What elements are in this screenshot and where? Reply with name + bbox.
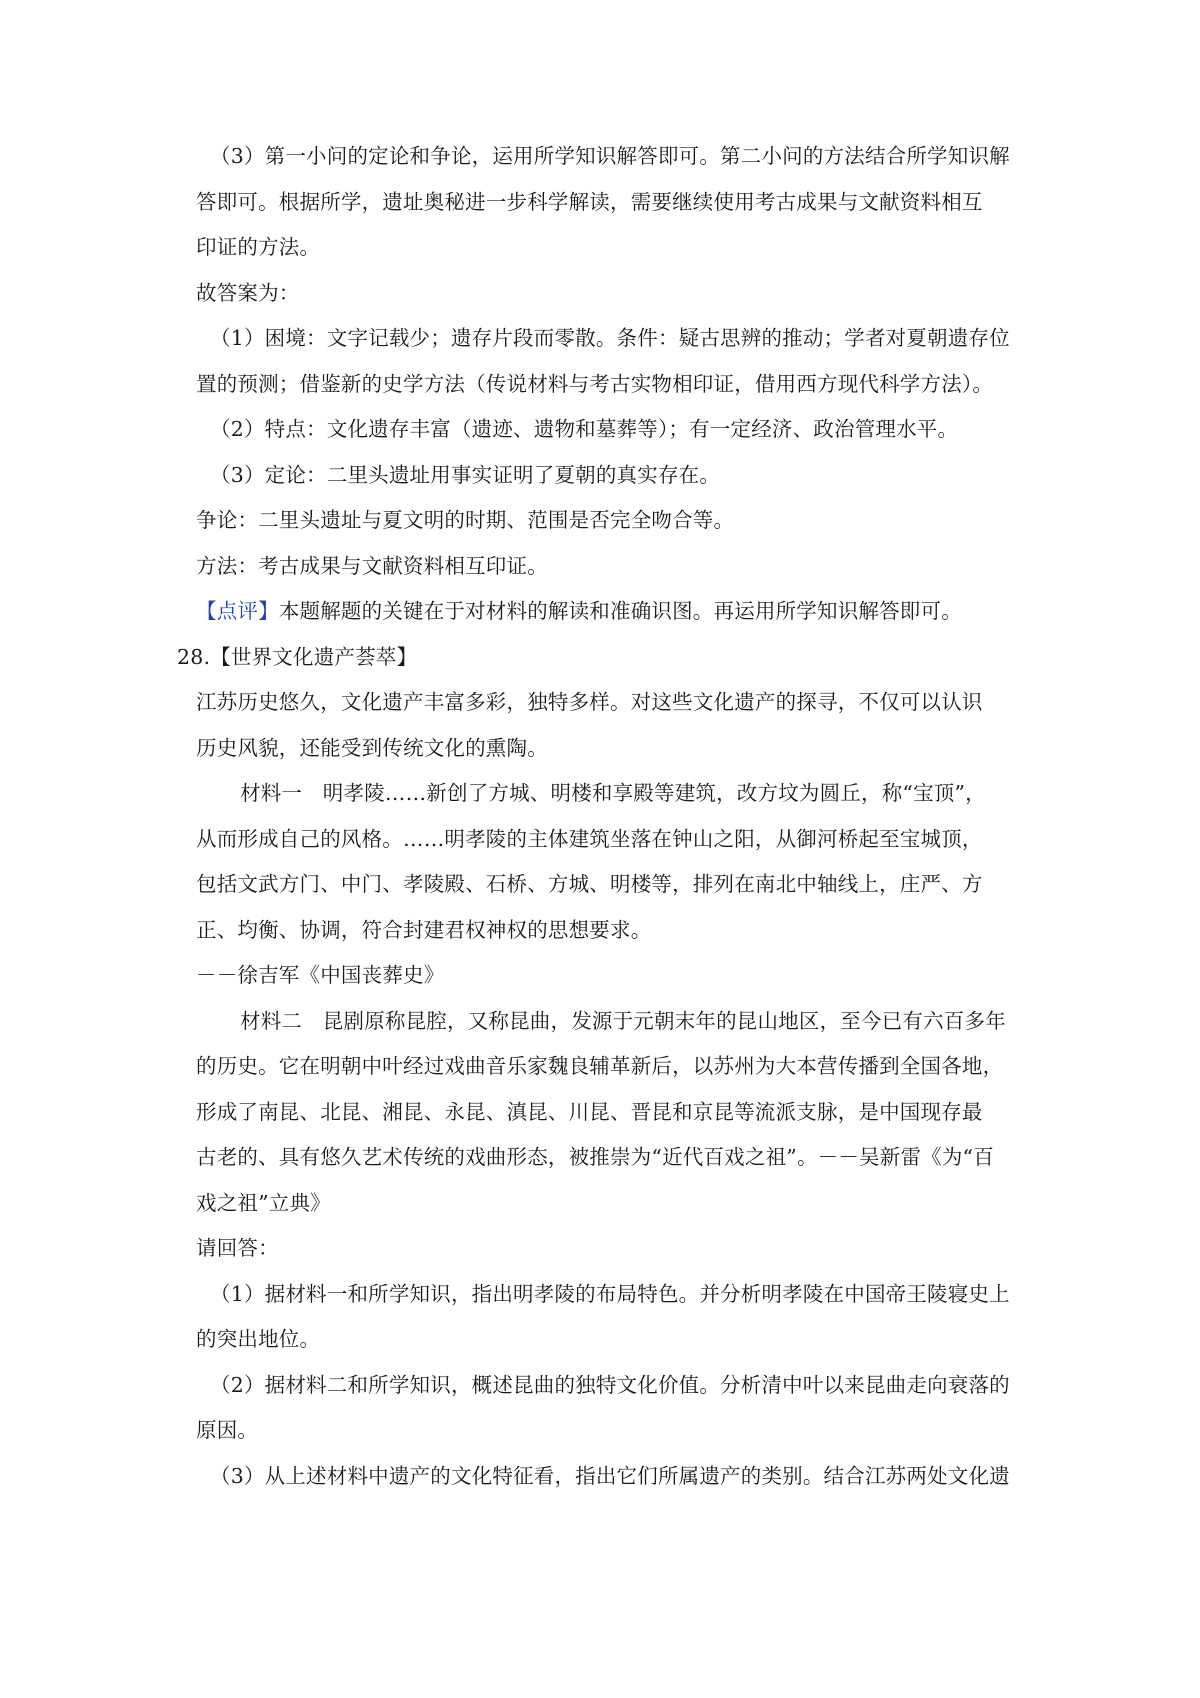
text-line: 古老的、具有悠久艺术传统的戏曲形态，被推崇为“近代百戏之祖”。－－吴新雷《为“百 — [196, 1145, 994, 1169]
text-line: 方法：考古成果与文献资料相互印证。 — [196, 554, 548, 578]
text-line: 形成了南昆、北昆、湘昆、永昆、滇昆、川昆、晋昆和京昆等流派支脉，是中国现存最 — [196, 1100, 983, 1124]
text-line: 历史风貌，还能受到传统文化的熏陶。 — [196, 736, 548, 760]
text-line: 从而形成自己的风格。……明孝陵的主体建筑坐落在钟山之阳，从御河桥起至宝城顶， — [196, 827, 983, 851]
text-line: （1）困境：文字记载少；遗存片段而零散。条件：疑古思辨的推动；学者对夏朝遗存位 — [210, 326, 1010, 350]
comment-text: 本题解题的关键在于对材料的解读和准确识图。再运用所学知识解答即可。 — [278, 599, 962, 623]
text-line: （2）特点：文化遗存丰富（遗迹、遗物和墓葬等）；有一定经济、政治管理水平。 — [210, 417, 959, 441]
text-line: （3）从上述材料中遗产的文化特征看，指出它们所属遗产的类别。结合江苏两处文化遗 — [210, 1464, 1010, 1488]
text-line: （1）据材料一和所学知识，指出明孝陵的布局特色。并分析明孝陵在中国帝王陵寝史上 — [210, 1282, 1010, 1306]
text-line: 的突出地位。 — [196, 1327, 321, 1351]
text-line: 的历史。它在明朝中叶经过戏曲音乐家魏良辅革新后，以苏州为大本营传播到全国各地， — [196, 1054, 1004, 1078]
text-line: 材料一 明孝陵……新创了方城、明楼和享殿等建筑，改方坟为圆丘，称“宝顶”， — [240, 781, 986, 805]
text-line: 包括文武方门、中门、孝陵殿、石桥、方城、明楼等，排列在南北中轴线上，庄严、方 — [196, 872, 983, 896]
text-line: 答即可。根据所学，遗址奥秘进一步科学解读，需要继续使用考古成果与文献资料相互 — [196, 190, 983, 214]
text-line: 江苏历史悠久，文化遗产丰富多彩，独特多样。对这些文化遗产的探寻，不仅可以认识 — [196, 690, 983, 714]
text-line: 材料二 昆剧原称昆腔，又称昆曲，发源于元朝末年的昆山地区，至今已有六百多年 — [240, 1009, 1006, 1033]
text-line: 正、均衡、协调，符合封建君权神权的思想要求。 — [196, 918, 652, 942]
text-line: 故答案为： — [196, 281, 300, 305]
text-line: 原因。 — [196, 1418, 259, 1442]
text-line: （3）第一小问的定论和争论，运用所学知识解答即可。第二小问的方法结合所学知识解 — [210, 144, 1010, 168]
text-line: 印证的方法。 — [196, 235, 321, 259]
comment-tag: 【点评】 — [196, 599, 279, 623]
text-line: 戏之祖”立典》 — [196, 1191, 331, 1215]
comment-line — [196, 596, 962, 626]
source-line: －－徐吉军《中国丧葬史》 — [196, 963, 445, 987]
question-heading: 28.【世界文化遗产荟萃】 — [177, 645, 418, 669]
text-line: 置的预测；借鉴新的史学方法（传说材料与考古实物相印证，借用西方现代科学方法）。 — [196, 372, 994, 396]
text-line: （3）定论：二里头遗址用事实证明了夏朝的真实存在。 — [210, 463, 721, 487]
text-line: 争论：二里头遗址与夏文明的时期、范围是否完全吻合等。 — [196, 508, 735, 532]
text-line: （2）据材料二和所学知识，概述昆曲的独特文化价值。分析清中叶以来昆曲走向衰落的 — [210, 1373, 1010, 1397]
text-line: 请回答： — [196, 1236, 279, 1260]
